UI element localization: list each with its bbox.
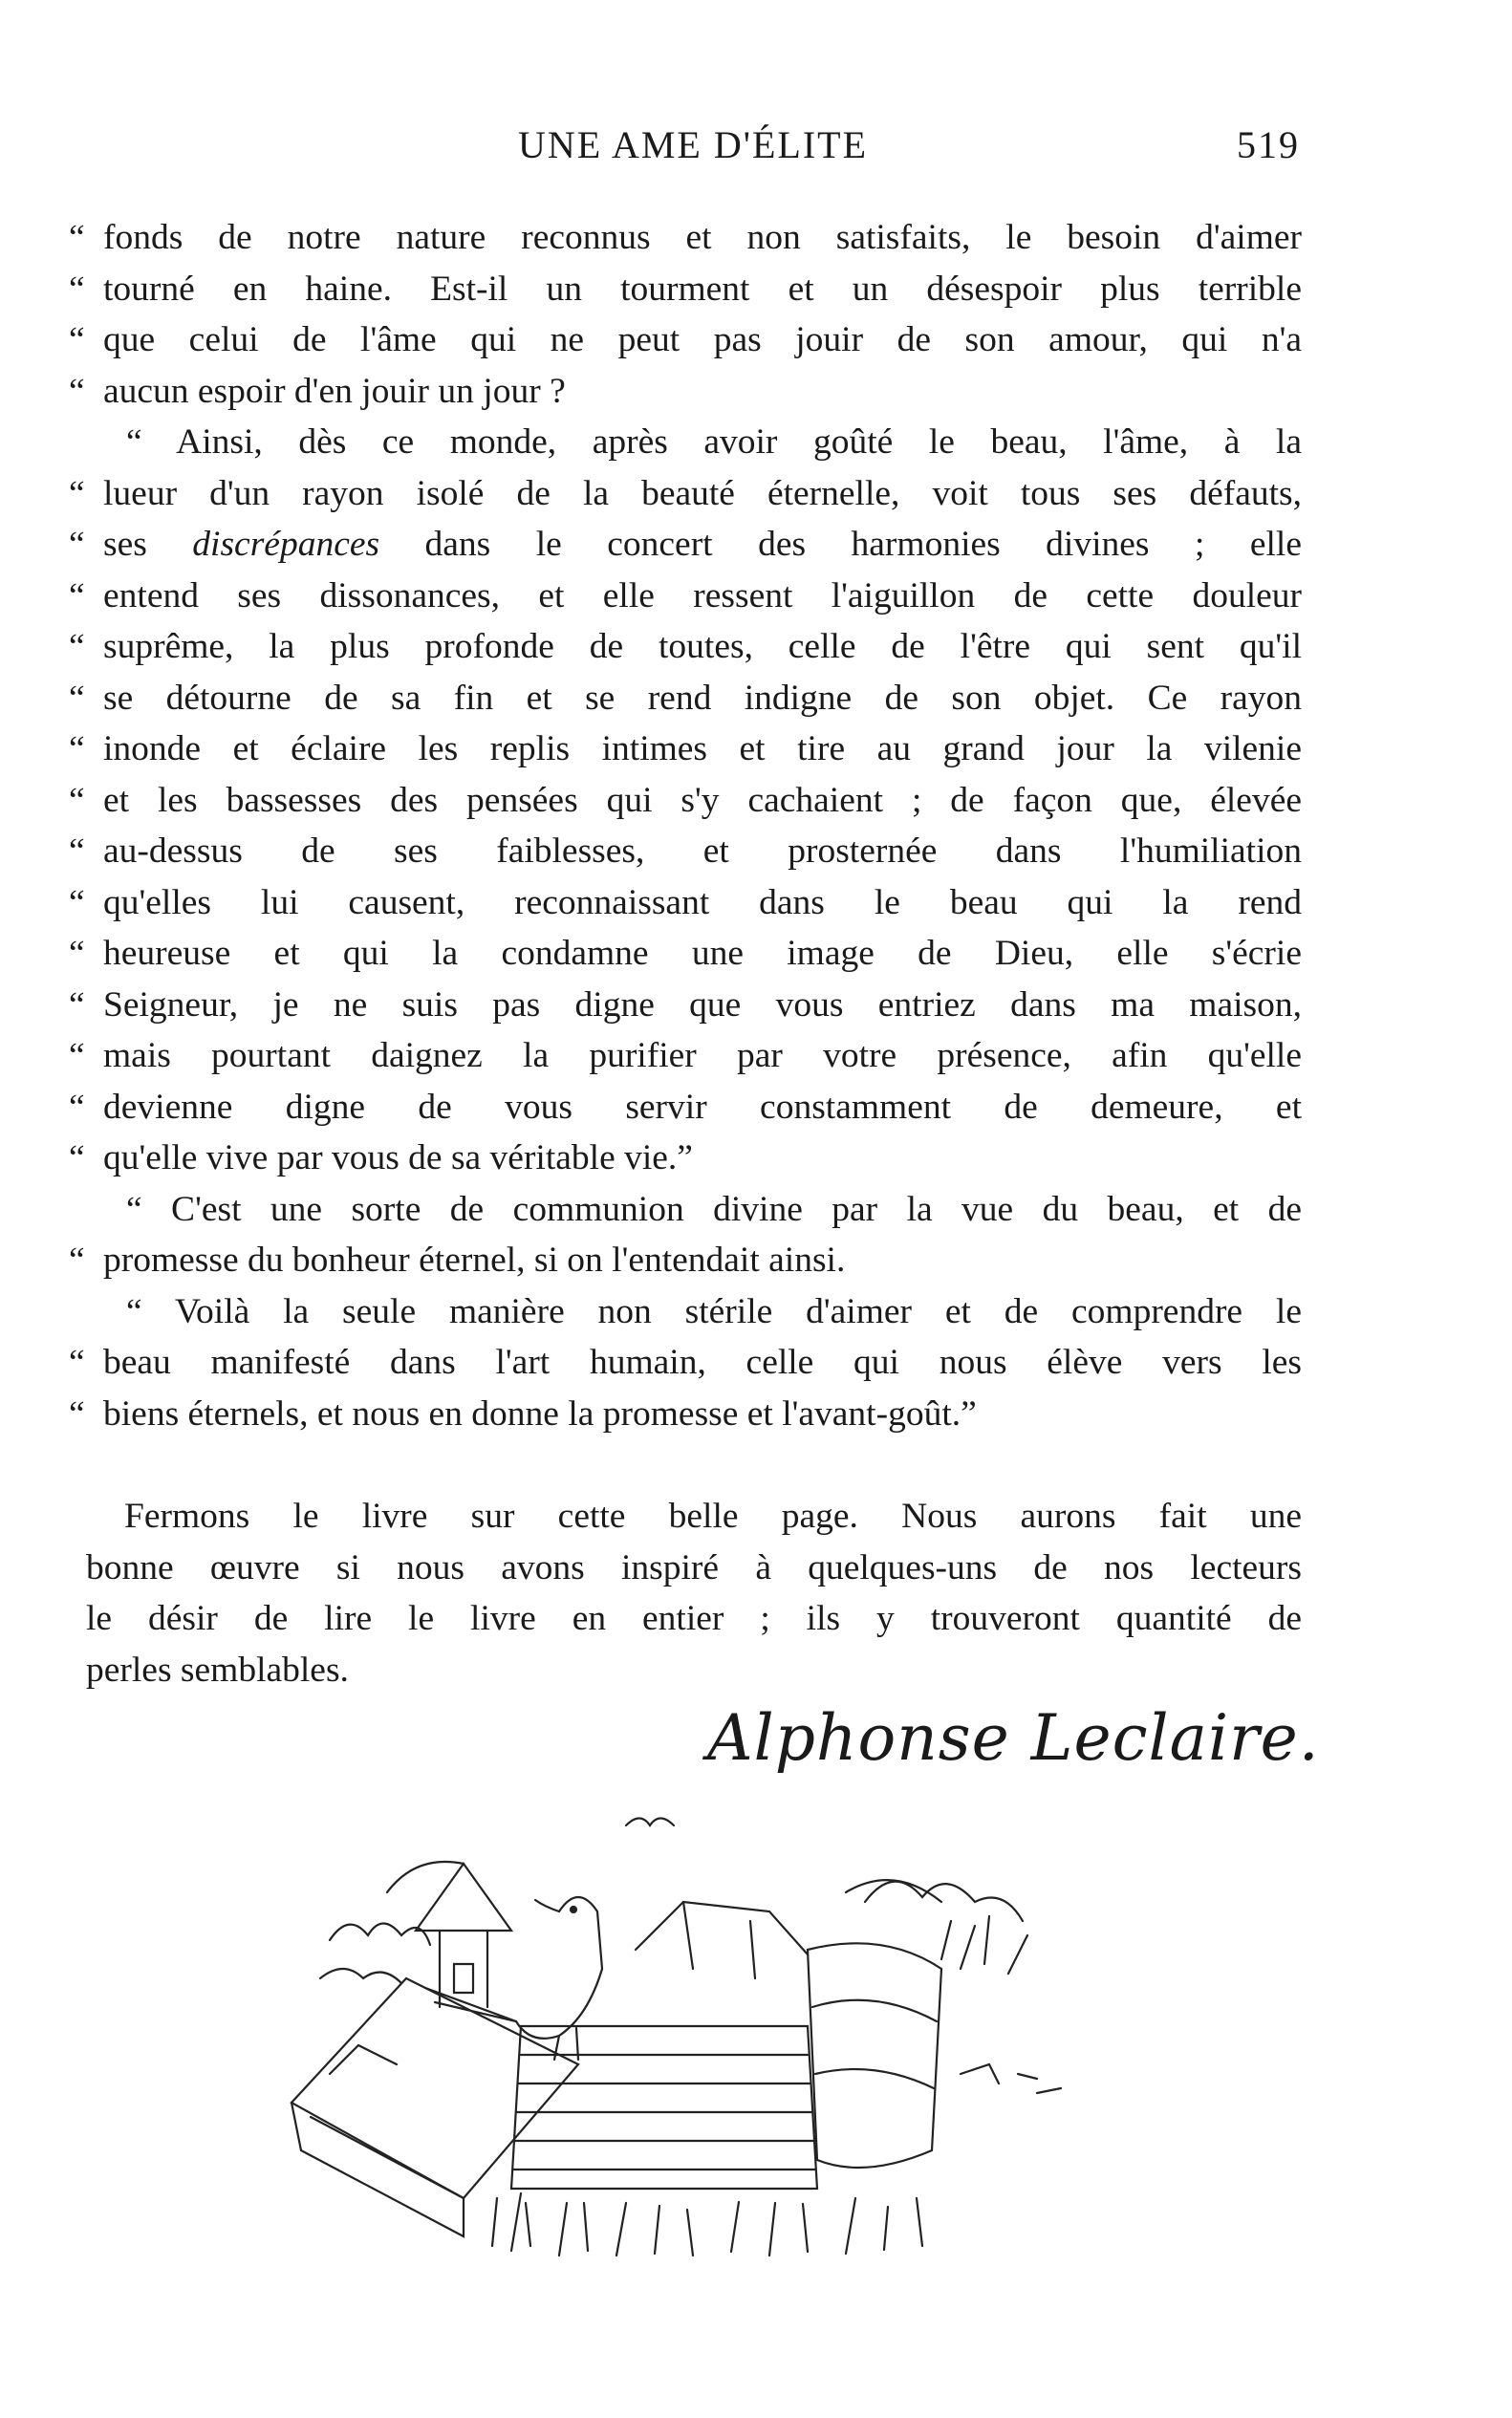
- quotation-mark: “: [69, 525, 85, 564]
- quotation-mark: “: [69, 218, 85, 257]
- italic-term: discrépances: [192, 525, 380, 564]
- closing-line: bonne œuvre si nous avons inspiré à quelques-uns de nos lecteurs: [86, 1547, 1302, 1587]
- quote-line-text: heureuse et qui la condamne une image de Dieu, elle s'écrie: [103, 934, 1302, 973]
- quote-line: [69, 1184, 1302, 1236]
- quote-line-text: entend ses dissonances, et elle ressent l'aiguillon de cette douleur: [103, 575, 1302, 615]
- quotation-mark: “: [69, 729, 85, 768]
- quote-line-text: beau manifesté dans l'art humain, celle qui nous élève vers les: [103, 1343, 1302, 1382]
- quote-line: [69, 571, 1302, 622]
- running-head: [86, 122, 1300, 180]
- quotation-mark: “: [69, 627, 85, 666]
- quotation-mark: “: [69, 882, 85, 922]
- quote-line: [69, 1235, 1302, 1286]
- quote-line: [69, 826, 1302, 877]
- quote-line: [69, 417, 1302, 468]
- quote-line-text: “ Ainsi, dès ce monde, après avoir goûté le beau, l'âme, à la: [126, 422, 1302, 462]
- quote-line-text: tourné en haine. Est-il un tourment et un désespoir plus terrible: [103, 269, 1302, 309]
- bird-vignette-illustration: [272, 1787, 1133, 2313]
- quotation-mark: “: [69, 1087, 85, 1127]
- quote-line: [69, 673, 1302, 724]
- quote-line: [69, 264, 1302, 315]
- quote-line: [69, 1030, 1302, 1082]
- quote-line: [69, 1337, 1302, 1389]
- quote-line: [69, 621, 1302, 673]
- quote-line: [69, 877, 1302, 929]
- quote-line: [69, 519, 1302, 571]
- quote-line-text: promesse du bonheur éternel, si on l'entendait ainsi.: [103, 1241, 846, 1280]
- quote-line-text: “ Voilà la seule manière non stérile d'aimer et de comprendre le: [126, 1291, 1302, 1331]
- quotation-mark: “: [69, 831, 85, 871]
- closing-line: Fermons le livre sur cette belle page. Nous aurons fait une: [124, 1497, 1302, 1536]
- quote-line-text: inonde et éclaire les replis intimes et tire au grand jour la vilenie: [103, 729, 1302, 768]
- author-signature: Alphonse Leclaire.: [707, 1701, 1320, 1775]
- quote-line: [69, 723, 1302, 775]
- quote-line-text: aucun espoir d'en jouir un jour ?: [103, 371, 566, 411]
- quotation-mark: “: [69, 984, 85, 1025]
- quotation-mark: [69, 1184, 103, 1236]
- quotation-mark: “: [69, 934, 85, 973]
- closing-line: perles semblables.: [86, 1650, 349, 1690]
- quote-line-text: ses discrépances dans le concert des harmonies divines ; elle: [103, 525, 1302, 564]
- quotation-mark: “: [69, 1036, 85, 1075]
- quotation-mark: “: [69, 269, 85, 309]
- closing-paragraph: [86, 1491, 1302, 1695]
- quote-line: [69, 366, 1302, 418]
- quote-line: [69, 1082, 1302, 1133]
- quote-line: [69, 212, 1302, 264]
- quotation-mark: “: [69, 320, 85, 359]
- running-title: UNE AME D'ÉLITE: [517, 123, 869, 166]
- quote-line: [69, 468, 1302, 520]
- quotation-mark: “: [69, 473, 85, 513]
- quote-line-text: et les bassesses des pensées qui s'y cachaient ; de façon que, élevée: [103, 780, 1302, 820]
- quote-line-text: mais pourtant daignez la purifier par votre présence, afin qu'elle: [103, 1036, 1302, 1075]
- quote-line: [69, 314, 1302, 366]
- quote-line-text: que celui de l'âme qui ne peut pas jouir de son amour, qui n'a: [103, 320, 1302, 359]
- quote-line: [69, 1389, 1302, 1440]
- quote-line: [69, 980, 1302, 1031]
- quotation-mark: “: [69, 371, 85, 411]
- quotation-mark: “: [69, 780, 85, 820]
- quotation-mark: “: [69, 1393, 85, 1434]
- quotation-mark: “: [69, 575, 85, 615]
- quote-line-text: “ C'est une sorte de communion divine par la vue du beau, et de: [126, 1189, 1302, 1229]
- quote-line-text: Seigneur, je ne suis pas digne que vous entriez dans ma maison,: [103, 984, 1302, 1025]
- page-number: 519: [1237, 123, 1300, 166]
- quoted-passage: [69, 212, 1302, 1439]
- quote-line: [69, 928, 1302, 980]
- quote-line-text: biens éternels, et nous en donne la promesse et l'avant-goût.”: [103, 1393, 977, 1434]
- quotation-mark: “: [69, 1241, 85, 1280]
- quote-line: [69, 775, 1302, 827]
- quote-line-text: fonds de notre nature reconnus et non satisfaits, le besoin d'aimer: [103, 218, 1302, 257]
- quote-line-text: suprême, la plus profonde de toutes, celle de l'être qui sent qu'il: [103, 627, 1302, 666]
- quote-line-text: lueur d'un rayon isolé de la beauté éternelle, voit tous ses défauts,: [103, 473, 1302, 513]
- quote-line-text: qu'elle vive par vous de sa véritable vie.”: [103, 1138, 693, 1177]
- quotation-mark: [69, 417, 103, 468]
- quote-line: [69, 1286, 1302, 1338]
- closing-line: le désir de lire le livre en entier ; ils y trouveront quantité de: [86, 1599, 1302, 1638]
- quote-line-text: au-dessus de ses faiblesses, et prosternée dans l'humiliation: [103, 831, 1302, 871]
- quote-line-text: devienne digne de vous servir constamment de demeure, et: [103, 1087, 1302, 1127]
- quotation-mark: [69, 1286, 103, 1338]
- quote-line-text: qu'elles lui causent, reconnaissant dans le beau qui la rend: [103, 882, 1302, 922]
- quotation-mark: “: [69, 678, 85, 718]
- quotation-mark: “: [69, 1343, 85, 1382]
- quote-line-text: se détourne de sa fin et se rend indigne de son objet. Ce rayon: [103, 678, 1302, 718]
- quote-line: [69, 1133, 1302, 1184]
- quotation-mark: “: [69, 1138, 85, 1177]
